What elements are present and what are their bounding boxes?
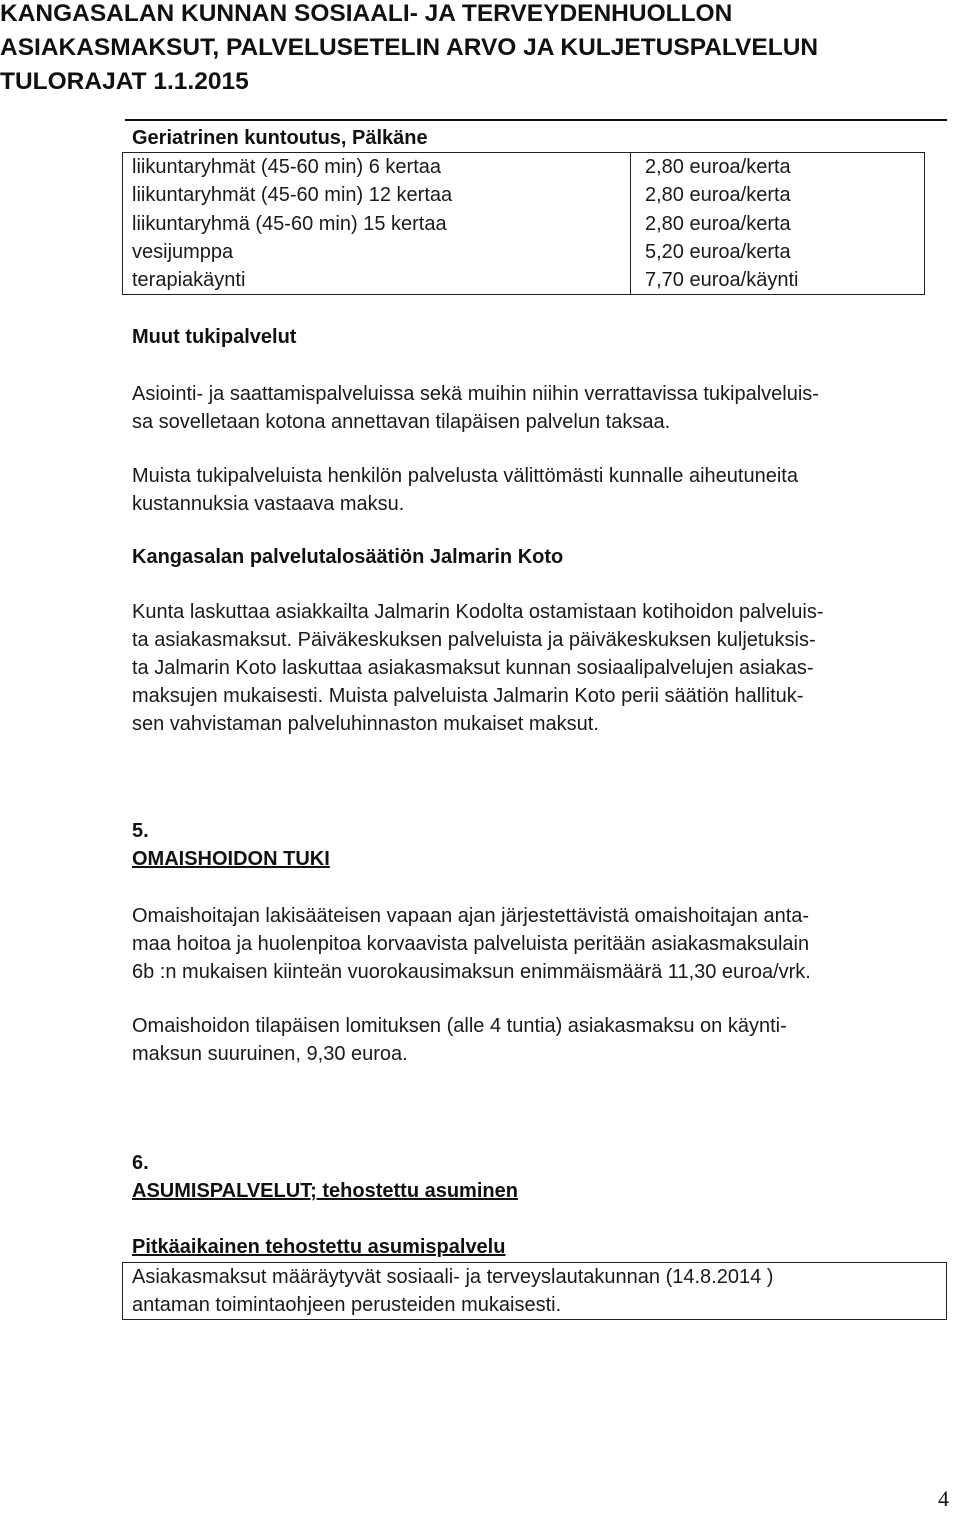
price-column	[631, 153, 925, 295]
service-name: terapiakäynti	[132, 269, 246, 292]
text-line: Omaishoidon tilapäisen lomituksen (alle 4 tuntia) asiakasmaksu on käynti-	[132, 1015, 787, 1037]
title-line: KANGASALAN KUNNAN SOSIAALI- JA TERVEYDENHUOLLON	[0, 0, 733, 27]
section-6-number: 6.	[132, 1152, 149, 1174]
text-line: maksun suuruinen, 9,30 euroa.	[132, 1043, 408, 1065]
text-line: Omaishoitajan lakisääteisen vapaan ajan järjestettävistä omaishoitajan anta-	[132, 905, 810, 927]
title-line: TULORAJAT 1.1.2015	[0, 68, 249, 95]
service-name: liikuntaryhmät (45-60 min) 12 kertaa	[132, 184, 453, 207]
service-price: 2,80 euroa/kerta	[645, 156, 791, 178]
text-line: kustannuksia vastaava maksu.	[132, 493, 405, 515]
text-line: Muista tukipalveluista henkilön palvelusta välittömästi kunnalle aiheutuneita	[132, 465, 798, 487]
text-line: Asiointi- ja saattamispalveluissa sekä muihin niihin verrattavissa tukipalveluis-	[132, 383, 819, 405]
title-line: ASIAKASMAKSUT, PALVELUSETELIN ARVO JA KULJETUSPALVELUN	[0, 34, 819, 61]
service-price: 5,20 euroa/kerta	[645, 240, 791, 263]
muut-paragraph-2	[132, 462, 798, 518]
document-title	[0, 0, 960, 99]
muut-paragraph-1	[132, 380, 819, 436]
section-5-number: 5.	[132, 820, 149, 842]
section-6-title: ASUMISPALVELUT; tehostettu asuminen	[132, 1180, 518, 1202]
muut-heading: Muut tukipalvelut	[132, 326, 297, 348]
section-5-title: OMAISHOIDON TUKI	[132, 848, 330, 870]
text-line: ta Jalmarin Koto laskuttaa asiakasmaksut kunnan sosiaalipalvelujen asiakas-	[132, 657, 814, 679]
text-line: Kunta laskuttaa asiakkailta Jalmarin Kodolta ostamistaan kotihoidon palveluis-	[132, 601, 824, 623]
service-price: 2,80 euroa/kerta	[645, 184, 791, 207]
jalmari-paragraph	[132, 598, 824, 738]
service-column	[123, 153, 631, 295]
header-rule	[125, 119, 947, 121]
service-price: 2,80 euroa/kerta	[645, 212, 791, 235]
text-line: antaman toimintaohjeen perusteiden mukaisesti.	[132, 1294, 562, 1316]
page-number: 4	[938, 1486, 949, 1511]
service-name: liikuntaryhmät (45-60 min) 6 kertaa	[132, 156, 442, 178]
text-line: maa hoitoa ja huolenpitoa korvaavista palveluista peritään asiakasmaksulain	[132, 933, 810, 955]
service-name: vesijumppa	[132, 240, 234, 263]
service-name: liikuntaryhmä (45-60 min) 15 kertaa	[132, 212, 447, 235]
geriatric-fee-table	[122, 152, 925, 295]
text-line: maksujen mukaisesti. Muista palveluista Jalmarin Koto perii säätiön hallituk-	[132, 685, 804, 707]
service-price: 7,70 euroa/käynti	[645, 269, 799, 292]
section-5-paragraph-1	[132, 902, 811, 986]
text-line: ta asiakasmaksut. Päiväkeskuksen palveluista ja päiväkeskuksen kuljetuksis-	[132, 629, 816, 651]
geriatric-heading: Geriatrinen kuntoutus, Pälkäne	[132, 127, 428, 149]
text-line: Asiakasmaksut määräytyvät sosiaali- ja terveyslautakunnan (14.8.2014 )	[132, 1266, 774, 1288]
text-line: sa sovelletaan kotona annettavan tilapäisen palvelun taksaa.	[132, 411, 671, 433]
text-line: sen vahvistaman palveluhinnaston mukaiset maksut.	[132, 713, 599, 735]
section-6-subheading: Pitkäaikainen tehostettu asumispalvelu	[132, 1236, 506, 1258]
section-6-info-box	[122, 1262, 947, 1320]
text-line: 6b :n mukaisen kiinteän vuorokausimaksun enimmäismäärä 11,30 euroa/vrk.	[132, 961, 811, 983]
section-5-paragraph-2	[132, 1012, 787, 1068]
jalmari-heading: Kangasalan palvelutalosäätiön Jalmarin Koto	[132, 546, 564, 568]
